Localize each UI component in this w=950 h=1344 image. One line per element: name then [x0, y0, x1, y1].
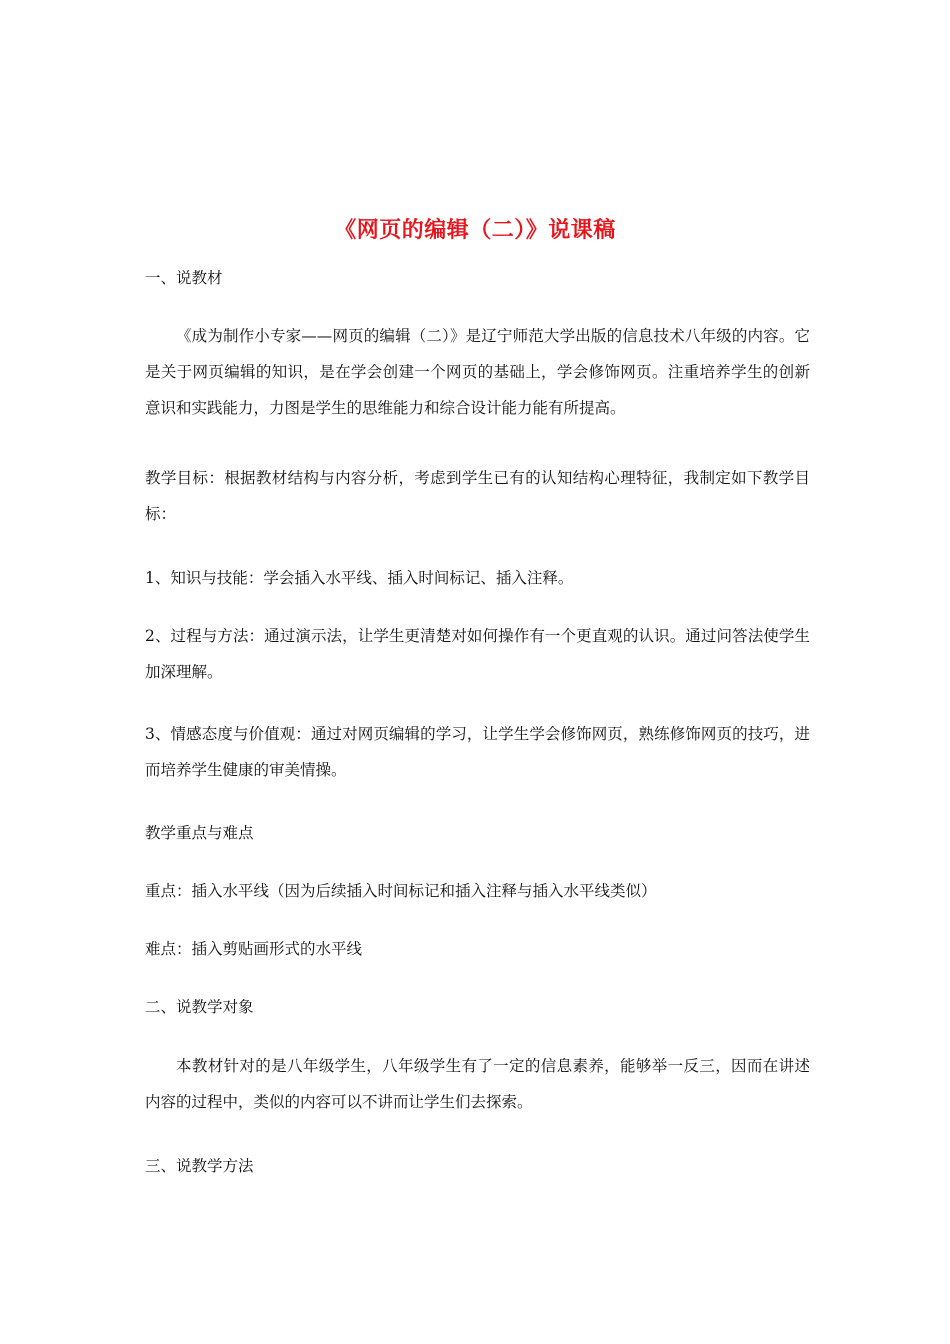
document-title: 《网页的编辑（二）》说课稿	[334, 217, 616, 243]
section-heading-teaching-method: 三、说教学方法	[145, 1157, 254, 1175]
teaching-material-paragraph: 《成为制作小专家——网页的编辑（二）》是辽宁师范大学出版的信息技术八年级的内容。它是关于网页编辑的知识，是在学会创建一个网页的基础上，学会修饰网页。注重培养学生的创新意识和实践能力，力图是学生的思维能力和综合设计能力能有所提高。	[145, 327, 810, 417]
teaching-object-paragraph: 本教材针对的是八年级学生，八年级学生有了一定的信息素养，能够举一反三，因而在讲述内容的过程中，类似的内容可以不讲而让学生们去探索。	[145, 1057, 810, 1111]
key-difficult-points-heading: 教学重点与难点	[145, 824, 254, 842]
objective-process-method: 2、过程与方法：通过演示法，让学生更清楚对如何操作有一个更直观的认识。通过问答法使学生加深理解。	[145, 627, 810, 681]
difficult-point: 难点：插入剪贴画形式的水平线	[145, 940, 363, 958]
section-heading-teaching-object: 二、说教学对象	[145, 998, 254, 1016]
objective-knowledge-skills: 1、知识与技能：学会插入水平线、插入时间标记、插入注释。	[145, 569, 574, 587]
section-heading-teaching-material: 一、说教材	[145, 269, 223, 287]
key-point: 重点：插入水平线（因为后续插入时间标记和插入注释与插入水平线类似）	[145, 882, 657, 900]
objective-attitude-values: 3、情感态度与价值观：通过对网页编辑的学习，让学生学会修饰网页，熟练修饰网页的技巧，进而培养学生健康的审美情操。	[145, 725, 810, 779]
teaching-objectives-intro: 教学目标：根据教材结构与内容分析，考虑到学生已有的认知结构心理特征，我制定如下教学目标：	[145, 469, 810, 523]
